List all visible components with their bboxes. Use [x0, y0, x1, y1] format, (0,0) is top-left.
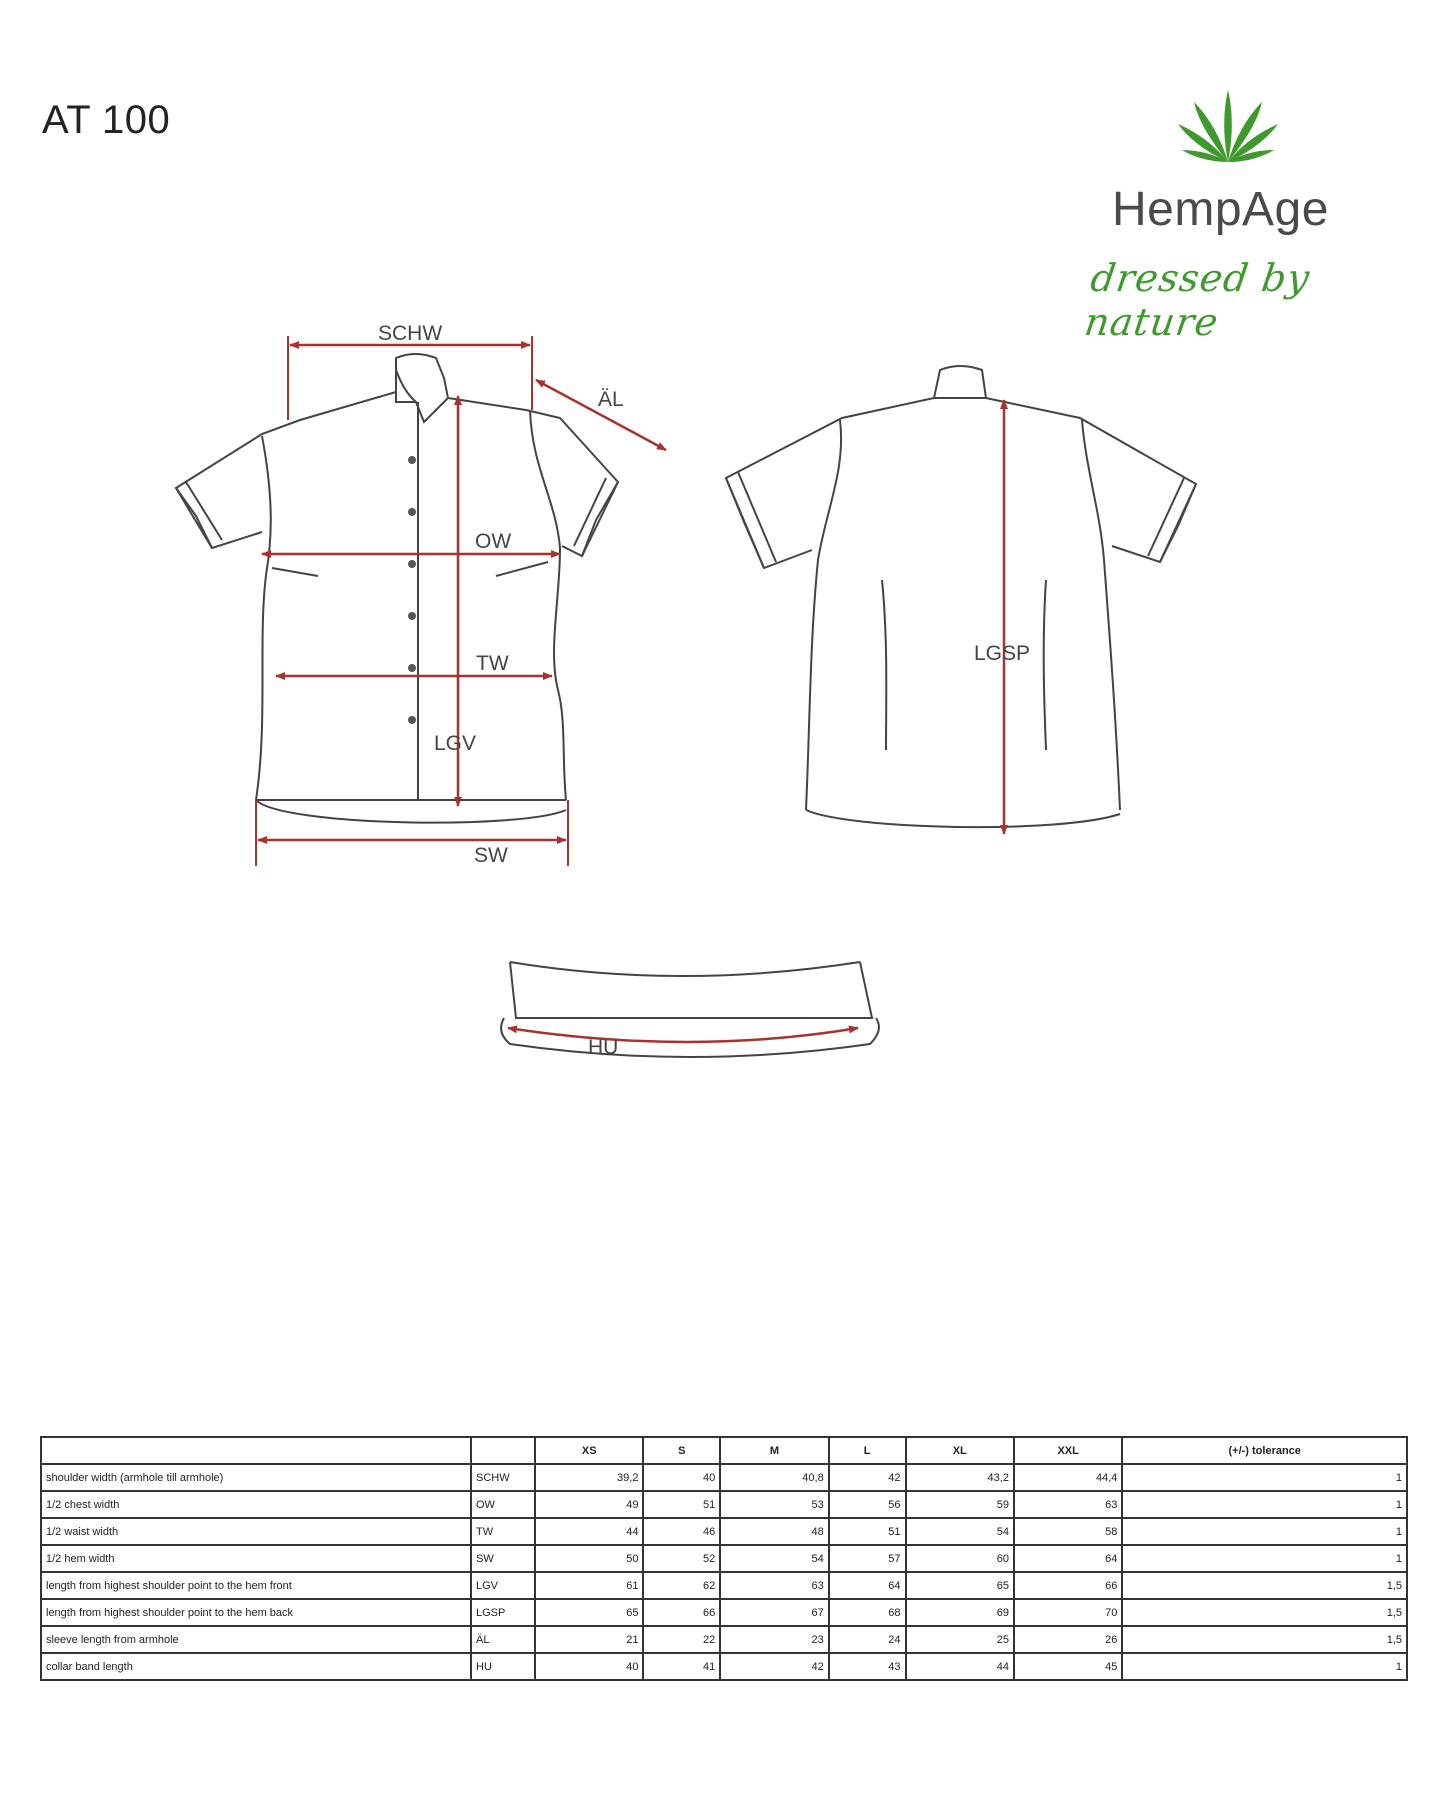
table-row [41, 1599, 1407, 1626]
size-value: 60 [906, 1545, 1014, 1572]
size-value: 42 [720, 1653, 828, 1680]
size-value: 58 [1014, 1518, 1122, 1545]
table-row [41, 1464, 1407, 1491]
header-cell [471, 1437, 535, 1464]
size-value: 65 [535, 1599, 643, 1626]
back-view [726, 366, 1196, 827]
header-cell [41, 1437, 471, 1464]
tolerance-value: 1,5 [1122, 1599, 1407, 1626]
header-cell: L [829, 1437, 906, 1464]
size-value: 52 [643, 1545, 720, 1572]
tolerance-value: 1,5 [1122, 1572, 1407, 1599]
size-value: 44 [906, 1653, 1014, 1680]
brand-name: HempAge [1112, 183, 1329, 236]
label-ow: OW [475, 530, 512, 553]
size-value: 44 [535, 1518, 643, 1545]
tolerance-value: 1 [1122, 1518, 1407, 1545]
size-value: 53 [720, 1491, 828, 1518]
brand-tagline: dressed by nature [1081, 256, 1313, 344]
header-cell: S [643, 1437, 720, 1464]
size-value: 22 [643, 1626, 720, 1653]
page-title: AT 100 [42, 98, 171, 142]
label-lgv: LGV [434, 732, 477, 755]
label-al: ÄL [598, 388, 624, 411]
size-value: 69 [906, 1599, 1014, 1626]
size-value: 51 [643, 1491, 720, 1518]
size-value: 66 [1014, 1572, 1122, 1599]
label-tw: TW [476, 652, 509, 675]
table-header-row [41, 1437, 1407, 1464]
row-code: SCHW [471, 1464, 535, 1491]
size-value: 59 [906, 1491, 1014, 1518]
size-value: 68 [829, 1599, 906, 1626]
size-value: 62 [643, 1572, 720, 1599]
front-buttons [408, 456, 416, 724]
size-value: 66 [643, 1599, 720, 1626]
size-value: 63 [720, 1572, 828, 1599]
size-table [40, 1436, 1408, 1681]
header-cell: XXL [1014, 1437, 1122, 1464]
size-value: 51 [829, 1518, 906, 1545]
header-cell: XS [535, 1437, 643, 1464]
size-value: 65 [906, 1572, 1014, 1599]
label-hu: HU [588, 1036, 619, 1059]
header-cell: XL [906, 1437, 1014, 1464]
row-description: 1/2 waist width [41, 1518, 471, 1545]
size-value: 64 [1014, 1545, 1122, 1572]
label-sw: SW [474, 844, 508, 867]
tolerance-value: 1 [1122, 1464, 1407, 1491]
size-value: 46 [643, 1518, 720, 1545]
tolerance-value: 1 [1122, 1653, 1407, 1680]
front-view [176, 354, 618, 823]
row-description: length from highest shoulder point to the hem back [41, 1599, 471, 1626]
size-value: 43,2 [906, 1464, 1014, 1491]
row-code: ÄL [471, 1626, 535, 1653]
row-description: collar band length [41, 1653, 471, 1680]
size-value: 26 [1014, 1626, 1122, 1653]
label-lgsp: LGSP [974, 642, 1031, 665]
row-code: TW [471, 1518, 535, 1545]
size-value: 50 [535, 1545, 643, 1572]
table-row [41, 1491, 1407, 1518]
size-value: 67 [720, 1599, 828, 1626]
row-code: SW [471, 1545, 535, 1572]
header-cell: (+/-) tolerance [1122, 1437, 1407, 1464]
row-code: OW [471, 1491, 535, 1518]
size-value: 57 [829, 1545, 906, 1572]
row-code: LGSP [471, 1599, 535, 1626]
header-cell: M [720, 1437, 828, 1464]
size-value: 39,2 [535, 1464, 643, 1491]
size-value: 25 [906, 1626, 1014, 1653]
size-value: 43 [829, 1653, 906, 1680]
size-value: 40 [535, 1653, 643, 1680]
size-value: 42 [829, 1464, 906, 1491]
size-value: 48 [720, 1518, 828, 1545]
row-code: LGV [471, 1572, 535, 1599]
size-value: 45 [1014, 1653, 1122, 1680]
row-description: 1/2 chest width [41, 1491, 471, 1518]
row-code: HU [471, 1653, 535, 1680]
tolerance-value: 1,5 [1122, 1626, 1407, 1653]
label-schw: SCHW [378, 322, 443, 345]
table-row [41, 1545, 1407, 1572]
size-value: 41 [643, 1653, 720, 1680]
size-value: 63 [1014, 1491, 1122, 1518]
size-value: 23 [720, 1626, 828, 1653]
table-row [41, 1518, 1407, 1545]
row-description: 1/2 hem width [41, 1545, 471, 1572]
size-value: 49 [535, 1491, 643, 1518]
size-value: 61 [535, 1572, 643, 1599]
row-description: shoulder width (armhole till armhole) [41, 1464, 471, 1491]
size-value: 54 [720, 1545, 828, 1572]
size-value: 54 [906, 1518, 1014, 1545]
size-value: 40 [643, 1464, 720, 1491]
table-row [41, 1572, 1407, 1599]
row-description: length from highest shoulder point to the hem front [41, 1572, 471, 1599]
size-value: 56 [829, 1491, 906, 1518]
size-value: 44,4 [1014, 1464, 1122, 1491]
table-row [41, 1653, 1407, 1680]
tolerance-value: 1 [1122, 1491, 1407, 1518]
row-description: sleeve length from armhole [41, 1626, 471, 1653]
table-row [41, 1626, 1407, 1653]
size-value: 24 [829, 1626, 906, 1653]
size-value: 21 [535, 1626, 643, 1653]
tolerance-value: 1 [1122, 1545, 1407, 1572]
size-value: 64 [829, 1572, 906, 1599]
size-value: 40,8 [720, 1464, 828, 1491]
size-value: 70 [1014, 1599, 1122, 1626]
